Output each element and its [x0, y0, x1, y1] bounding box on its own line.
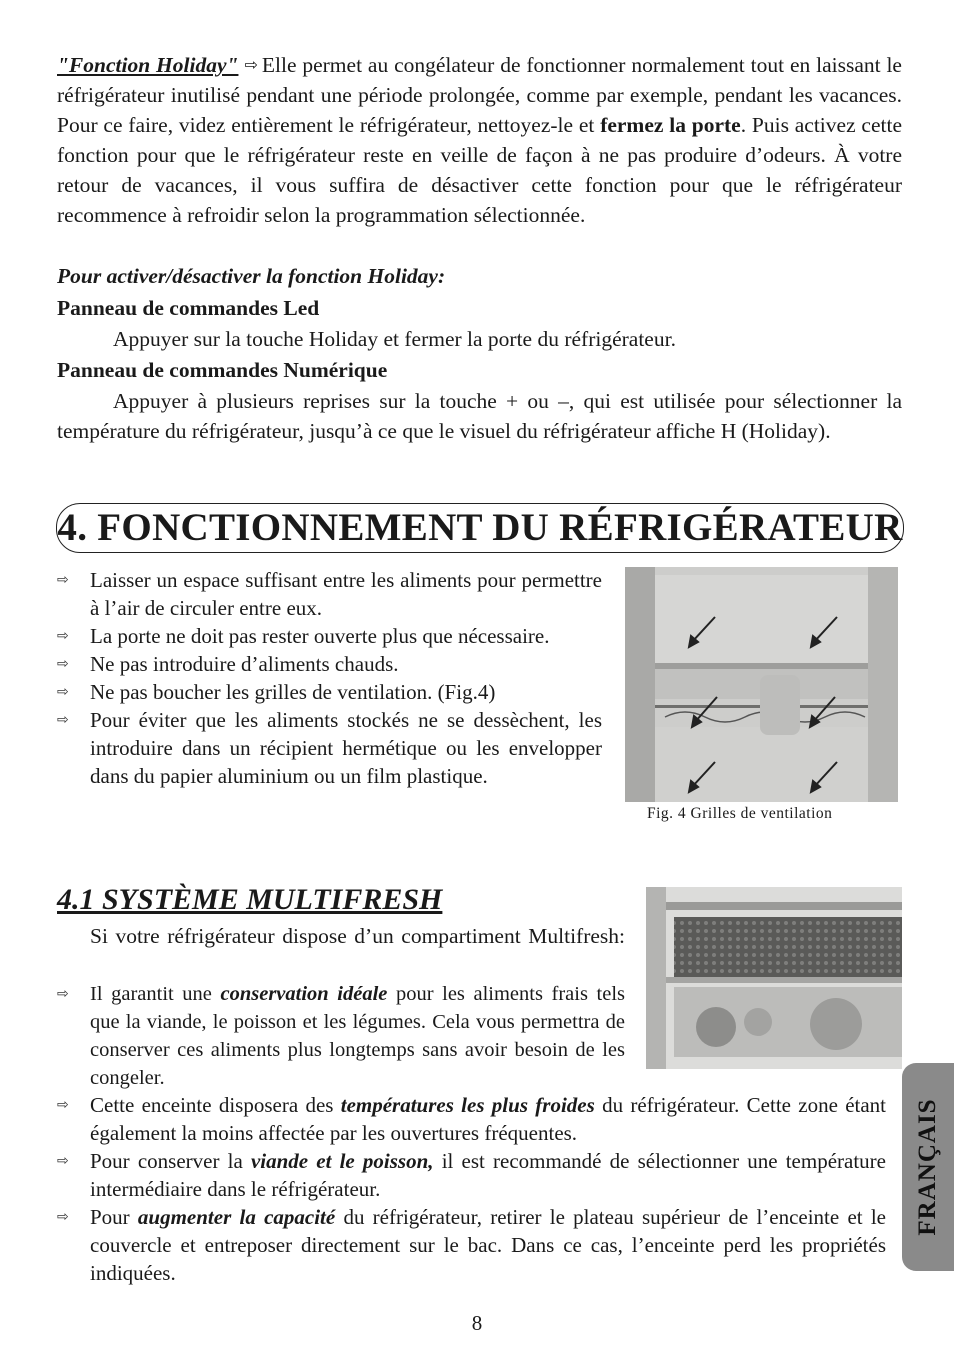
- list-item: [57, 980, 625, 1092]
- bullet-text: La porte ne doit pas rester ouverte plus que nécessaire.: [90, 624, 550, 648]
- section-title: 4. FONCTIONNEMENT DU RÉFRIGÉRATEUR: [57, 506, 903, 549]
- b1-post: pour les aliments frais tels que la viande, le poisson et les légumes. Cela vous permettra de conserver ces aliments plus longtemps sans avoir besoin de les congeler.: [90, 983, 626, 1089]
- fig-caption: Fig. 4 Grilles de ventilation: [647, 805, 833, 822]
- list-item: [57, 622, 602, 650]
- page-number: 8: [471, 1311, 483, 1335]
- multifresh-intro: [57, 921, 625, 952]
- intro-text: Si votre réfrigérateur dispose d’un compartiment Multifresh:: [90, 924, 625, 948]
- b4-em: augmenter la capacité: [137, 1205, 336, 1229]
- multifresh-drawing: [646, 887, 902, 1069]
- bullet-text: Ne pas boucher les grilles de ventilation. (Fig.4): [90, 680, 496, 704]
- bullet-arrow-icon: ⇨: [57, 684, 69, 700]
- arrow-right-icon: ⇨: [244, 55, 258, 74]
- b3-em: viande et le poisson,: [250, 1149, 434, 1173]
- b1-pre: Il garantit une: [90, 983, 221, 1005]
- list-item: [57, 706, 602, 790]
- fridge-ventilation-drawing: [625, 567, 898, 802]
- bullet-arrow-icon: ⇨: [57, 712, 69, 728]
- multifresh-photo: [646, 887, 902, 1069]
- bullet-text: Pour éviter que les aliments stockés ne se dessèchent, les introduire dans un récipient hermétique ou les envelopper dans du papier aluminium ou un film plastique.: [90, 708, 602, 788]
- b4-post: du réfrigérateur, retirer le plateau supérieur de l’enceinte et le couvercle et entreposer directement sur le bac. Dans ce cas, l’enceinte perd les propriétés indiquées.: [90, 1205, 886, 1285]
- bullet-arrow-icon: ⇨: [57, 1153, 69, 1169]
- led-heading: Panneau de commandes Led: [57, 296, 320, 320]
- list-item: [57, 650, 602, 678]
- holiday-paragraph: [57, 50, 902, 230]
- bullet-arrow-icon: ⇨: [57, 986, 69, 1002]
- b4-pre: Pour: [90, 1205, 138, 1229]
- b2-em: températures les plus froides: [340, 1093, 595, 1117]
- list-item: [57, 678, 602, 706]
- led-text: Appuyer sur la touche Holiday et fermer la porte du réfrigérateur.: [113, 327, 676, 351]
- activate-heading: Pour activer/désactiver la fonction Holiday:: [57, 264, 446, 288]
- multifresh-bullets: [57, 1091, 886, 1287]
- bullet-arrow-icon: ⇨: [57, 1209, 69, 1225]
- list-item: [57, 1091, 886, 1147]
- num-text-content: Appuyer à plusieurs reprises sur la touche + ou –, qui est utilisée pour sélectionner la température du réfrigérateur, jusqu’à ce que le visuel du réfrigérateur affiche H (Holiday).: [57, 389, 902, 443]
- bullet-text: Laisser un espace suffisant entre les aliments pour permettre à l’air de circuler entre eux.: [90, 568, 602, 620]
- language-tab: [902, 1063, 954, 1271]
- fridge-ventilation-photo: [625, 567, 898, 802]
- b1-em: conservation idéale: [220, 983, 388, 1005]
- bullet-text: Ne pas introduire d’aliments chauds.: [90, 652, 399, 676]
- multifresh-bullet-1: [57, 980, 625, 1092]
- num-heading: Panneau de commandes Numérique: [57, 358, 388, 382]
- subsection-title: 4.1 SYSTÈME MULTIFRESH: [57, 883, 443, 916]
- b3-post: il est recommandé de sélectionner une température intermédiaire dans le réfrigérateur.: [90, 1149, 887, 1201]
- list-item: [57, 1203, 886, 1287]
- holiday-text-bold: fermez la porte: [600, 113, 741, 137]
- bullet-arrow-icon: ⇨: [57, 628, 69, 644]
- bullet-arrow-icon: ⇨: [57, 572, 69, 588]
- list-item: [57, 1147, 886, 1203]
- section-title-box: [56, 503, 904, 553]
- b3-pre: Pour conserver la: [90, 1149, 251, 1173]
- holiday-text-2: . Puis activez cette fonction pour que le réfrigérateur reste en veille de façon à ne pas produire d’odeurs. À votre retour de vacances, il vous suffira de désactiver cette fonction pour que le réfrigérateur recommence à refroidir selon la programmation sélectionnée.: [57, 113, 902, 227]
- list-item: [57, 566, 602, 622]
- b2-post: du réfrigérateur. Cette zone étant également la moins affectée par les ouvertures fréquentes.: [90, 1093, 887, 1145]
- holiday-text-1: Elle permet au congélateur de fonctionner normalement tout en laissant le réfrigérateur inutilisé pendant une période prolongée, comme par exemple, pendant les vacances. Pour ce faire, videz entièrement le réfrigérateur, nettoyez-le et: [57, 53, 902, 137]
- bullet-arrow-icon: ⇨: [57, 1097, 69, 1113]
- holiday-term: "Fonction Holiday": [57, 53, 239, 77]
- bullet-arrow-icon: ⇨: [57, 656, 69, 672]
- language-tab-label: FRANÇAIS: [914, 1098, 941, 1236]
- b2-pre: Cette enceinte disposera des: [90, 1093, 341, 1117]
- section4-bullets: [57, 566, 602, 790]
- num-text: [57, 386, 902, 446]
